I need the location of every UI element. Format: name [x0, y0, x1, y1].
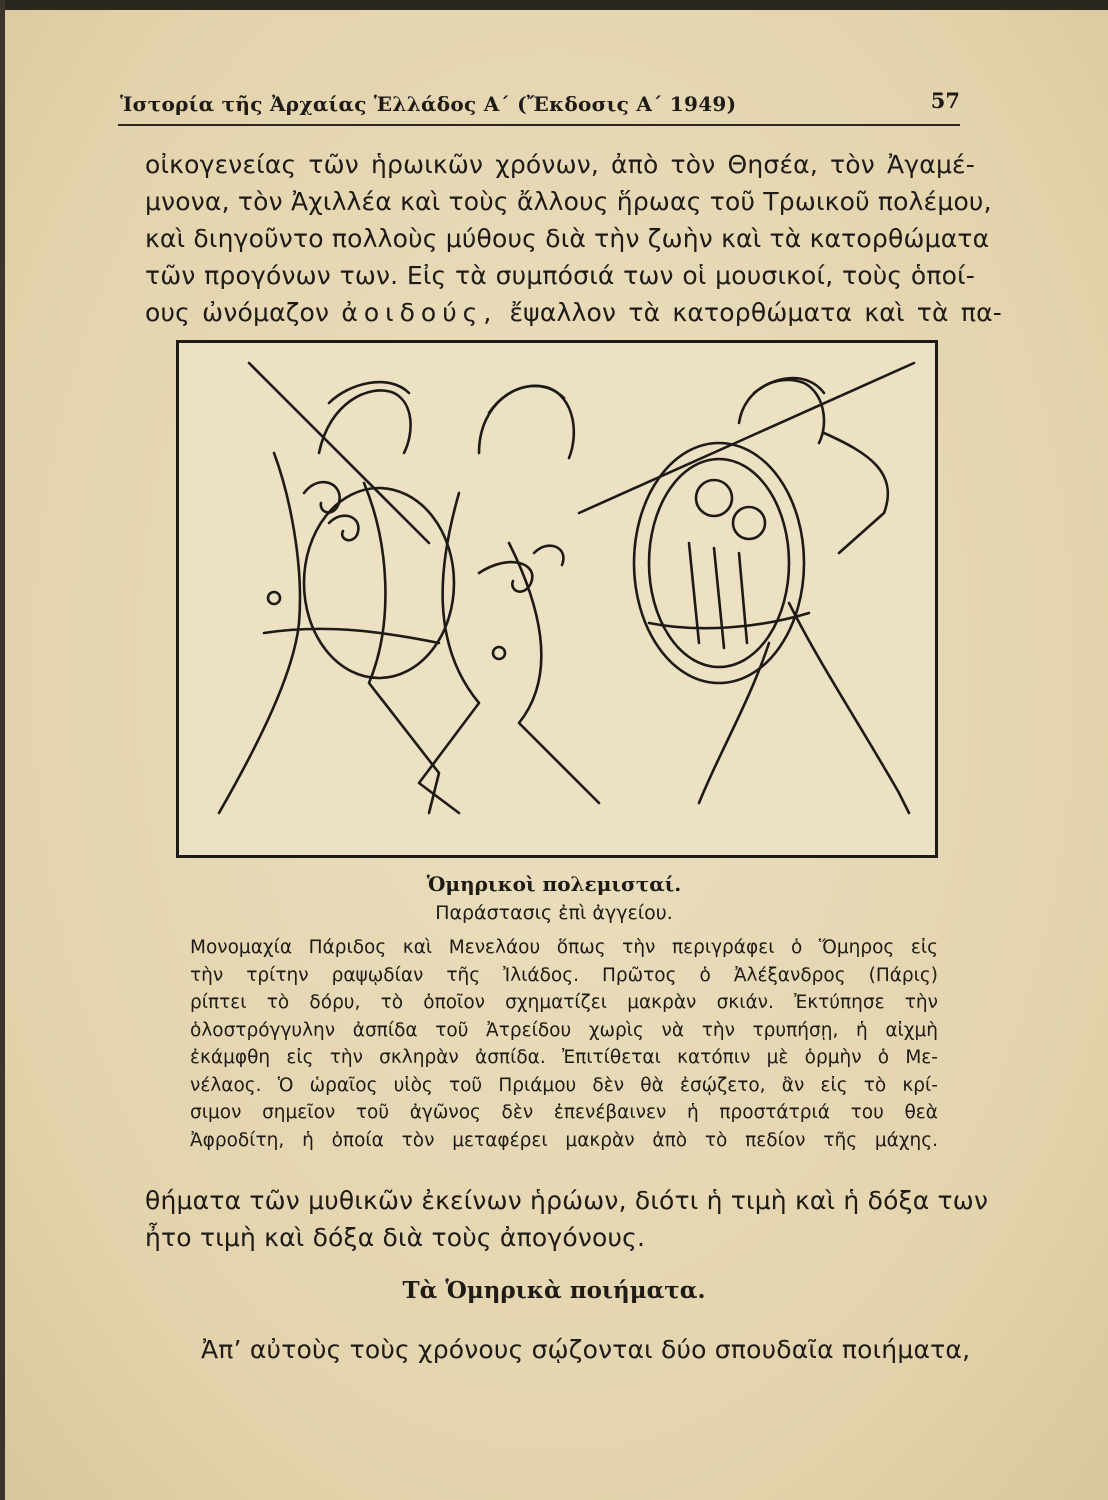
scan-edge-top: [0, 0, 1108, 10]
spaced-word: ἀοιδούς,: [341, 298, 498, 327]
ornament-circle: [268, 592, 280, 604]
text-line: [145, 294, 1002, 331]
page-number: 57: [930, 88, 960, 113]
warrior-left-body: [219, 453, 300, 813]
shield-right: [634, 443, 804, 683]
figure-caption-title: Ὁμηρικοὶ πολεμισταί.: [426, 872, 682, 896]
spiral-2: [329, 516, 358, 541]
section-heading: Τὰ Ὁμηρικὰ ποιήματα.: [402, 1277, 706, 1304]
crest-centre: [489, 386, 564, 413]
figure-caption-subtitle: Παράστασις ἐπὶ ἀγγείου.: [435, 902, 673, 924]
caption-line: ὁλοστρόγγυλην ἀσπίδα τοῦ Ἀτρείδου χωρὶς νὰ τὴν τρυπήσῃ, ἡ αἰχμὴ: [190, 1019, 938, 1041]
caption-line: Ἀφροδίτη, ἡ ὁποία τὸν μεταφέρει μακρὰν ἀπὸ τὸ πεδίον τῆς μάχης.: [190, 1129, 938, 1151]
text-line: οἰκογενείας τῶν ἡρωικῶν χρόνων, ἀπὸ τὸν Θησέα, τὸν Ἀγαμέ-: [145, 150, 975, 179]
shield-device-stripes: [689, 543, 747, 648]
spiral-4: [534, 546, 563, 565]
paragraph-2: [145, 1182, 989, 1256]
belt-left: [264, 629, 439, 643]
shield-device-1: [696, 480, 732, 516]
paragraph-3: [145, 1331, 975, 1368]
text-line: Ἀπ’ αὐτοὺς τοὺς χρόνους σῴζονται δύο σπουδαῖα ποιήματα,: [201, 1335, 971, 1364]
text-line: τῶν προγόνων των. Εἰς τὰ συμπόσιά των οἱ μουσικοί, τοὺς ὁποί-: [145, 261, 975, 290]
helmet-centre: [479, 386, 574, 458]
helmet-right: [739, 380, 824, 443]
warrior-centre-leg: [509, 543, 599, 803]
text-line: καὶ διηγοῦντο πολλοὺς μύθους διὰ τὴν ζωὴν καὶ τὰ κατορθώματα: [145, 224, 990, 253]
figure-description: [190, 934, 938, 1154]
caption-line: τὴν τρίτην ραψῳδίαν τῆς Ἰλιάδος. Πρῶτος ὁ Ἀλέξανδρος (Πάρις): [190, 964, 938, 986]
warrior-left-leg: [364, 483, 439, 813]
text-fragment: ους ὠνόμαζον: [145, 298, 330, 327]
running-title: Ἱστορία τῆς Ἀρχαίας Ἑλλάδος Α΄ (Ἔκδοσις Α΄ 1949): [120, 92, 737, 116]
running-header: [118, 88, 960, 126]
caption-line: Μονομαχία Πάριδος καὶ Μενελάου ὅπως τὴν περιγράφει ὁ Ὅμηρος εἰς: [190, 937, 938, 958]
caption-line: σιμον σημεῖον τοῦ ἀγῶνος δὲν ἐπενέβαινεν ἡ προστάτριά του θεὰ: [190, 1102, 938, 1123]
scan-edge-left: [0, 0, 5, 1500]
text-fragment: ἔψαλλον τὰ κατορθώματα καὶ τὰ πα-: [509, 298, 1002, 327]
caption-line: ἐκάμφθη εἰς τὴν σκληρὰν ἀσπίδα. Ἐπιτίθεται κατόπιν μὲ ὁρμὴν ὁ Με-: [190, 1047, 938, 1068]
shield-device-2: [733, 507, 765, 539]
caption-line: ρίπτει τὸ δόρυ, τὸ ὁποῖον σχηματίζει μακρὰν σκιάν. Ἐκτύπησε τὴν: [190, 992, 938, 1013]
caption-line: νέλαος. Ὁ ὡραῖος υἱὸς τοῦ Πριάμου δὲν θὰ ἐσῴζετο, ἂν εἰς τὸ κρί-: [190, 1074, 938, 1096]
spear-right: [579, 363, 914, 513]
warriors-drawing: [179, 343, 935, 855]
shield-right-inner: [649, 459, 789, 667]
text-line: ἦτο τιμὴ καὶ δόξα διὰ τοὺς ἀπογόνους.: [145, 1223, 646, 1252]
vase-illustration: [176, 340, 938, 858]
warrior-right-leg-1: [789, 603, 909, 813]
ornament-circle-2: [493, 647, 505, 659]
belt-right: [649, 613, 809, 628]
text-line: θήματα τῶν μυθικῶν ἐκείνων ἡρώων, διότι ἡ τιμὴ καὶ ἡ δόξα των: [145, 1186, 989, 1215]
warrior-right-arm: [824, 433, 888, 553]
text-line: μνονα, τὸν Ἀχιλλέα καὶ τοὺς ἄλλους ἥρωας τοῦ Τρωικοῦ πολέμου,: [145, 187, 992, 216]
paragraph-1: [145, 146, 1002, 331]
